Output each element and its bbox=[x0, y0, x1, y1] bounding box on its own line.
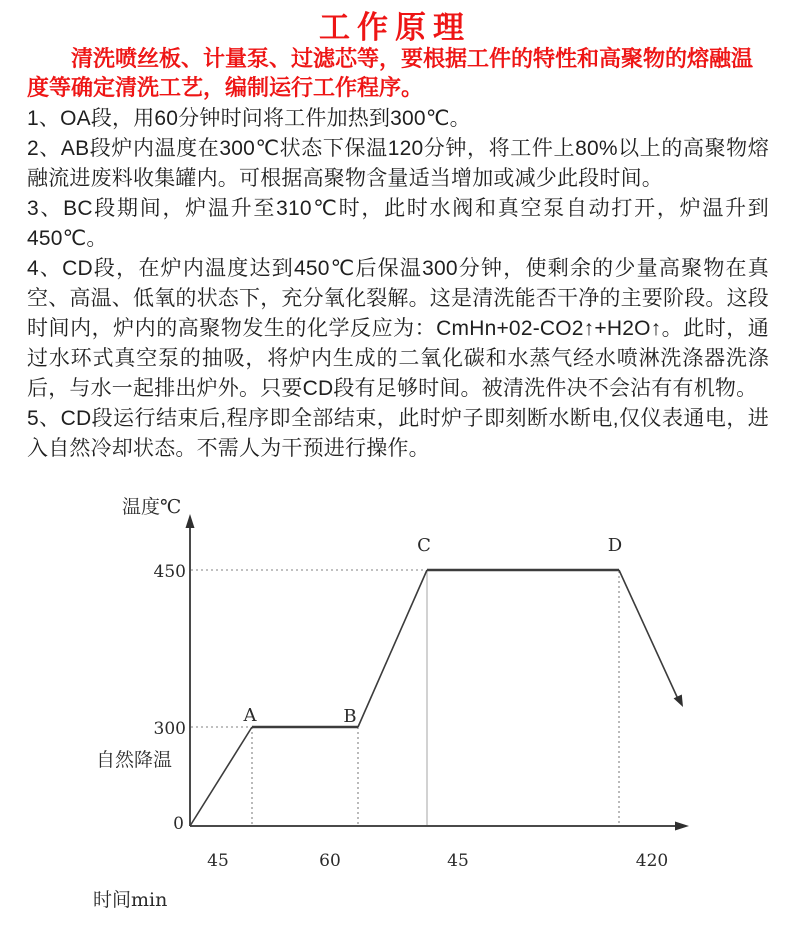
chart-canvas bbox=[0, 496, 790, 920]
ytick-450: 450 bbox=[153, 562, 186, 582]
paragraph-end: 5、CD段运行结束后,程序即全部结束，此时炉子即刻断水断电,仅仪表通电，进入自然冷却状态。不需人为干预进行操作。 bbox=[27, 407, 769, 460]
curve-segment-cooling bbox=[619, 570, 678, 699]
point-label-c: C bbox=[417, 535, 431, 556]
intro-paragraph: 清洗喷丝板、计量泵、过滤芯等，要根据工件的特性和高聚物的熔融温度等确定清洗工艺，编制运行工作程序。 bbox=[27, 46, 754, 100]
ytick-300: 300 bbox=[153, 719, 186, 739]
cooling-arrow-icon bbox=[674, 695, 683, 708]
point-label-a: A bbox=[243, 705, 257, 726]
paragraph-oa: 1、OA段，用60分钟时问将工件加热到300℃。 bbox=[27, 107, 471, 130]
xseg-420: 420 bbox=[635, 851, 669, 871]
point-label-b: B bbox=[343, 706, 357, 727]
curve-segment-bc bbox=[358, 570, 427, 727]
xseg-45a: 45 bbox=[207, 851, 229, 871]
y-axis-arrow-icon bbox=[186, 514, 195, 528]
paragraph-ab: 2、AB段炉内温度在300℃状态下保温120分钟，将工件上80%以上的高聚物熔融流进废料收集罐内。可根据高聚物含量适当增加或减少此段时间。 bbox=[27, 137, 769, 190]
x-axis-arrow-icon bbox=[675, 822, 689, 831]
page-title: 工作原理 bbox=[319, 10, 471, 45]
point-label-d: D bbox=[607, 535, 623, 556]
body-text bbox=[27, 104, 769, 464]
xseg-45b: 45 bbox=[447, 851, 469, 871]
xseg-60: 60 bbox=[319, 851, 341, 871]
cooling-annotation: 自然降温 bbox=[96, 749, 173, 771]
x-axis-label: 时间min bbox=[93, 889, 168, 911]
ytick-0: 0 bbox=[173, 814, 184, 834]
curve-segment-oa bbox=[190, 727, 252, 826]
y-axis-label: 温度℃ bbox=[122, 496, 182, 518]
paragraph-bc: 3、BC段期间，炉温升至310℃时，此时水阀和真空泵自动打开，炉温升到450℃。 bbox=[27, 197, 769, 250]
paragraph-cd: 4、CD段，在炉内温度达到450℃后保温300分钟，使剩余的少量高聚物在真空、高温、低氧的状态下，充分氧化裂解。这是清洗能否干净的主要阶段。这段时间内，炉内的高聚物发生的化学反应为：CmHn+02-CO2↑+H2O↑。此时，通过水环式真空泵的抽吸，将炉内生成的二氧化碳和水蒸气经水喷淋洗涤器洗涤后，与水一起排出炉外。只要CD段有足够时间。被清洗件决不会沾有有机物。 bbox=[27, 257, 769, 400]
temperature-time-chart bbox=[0, 496, 790, 920]
